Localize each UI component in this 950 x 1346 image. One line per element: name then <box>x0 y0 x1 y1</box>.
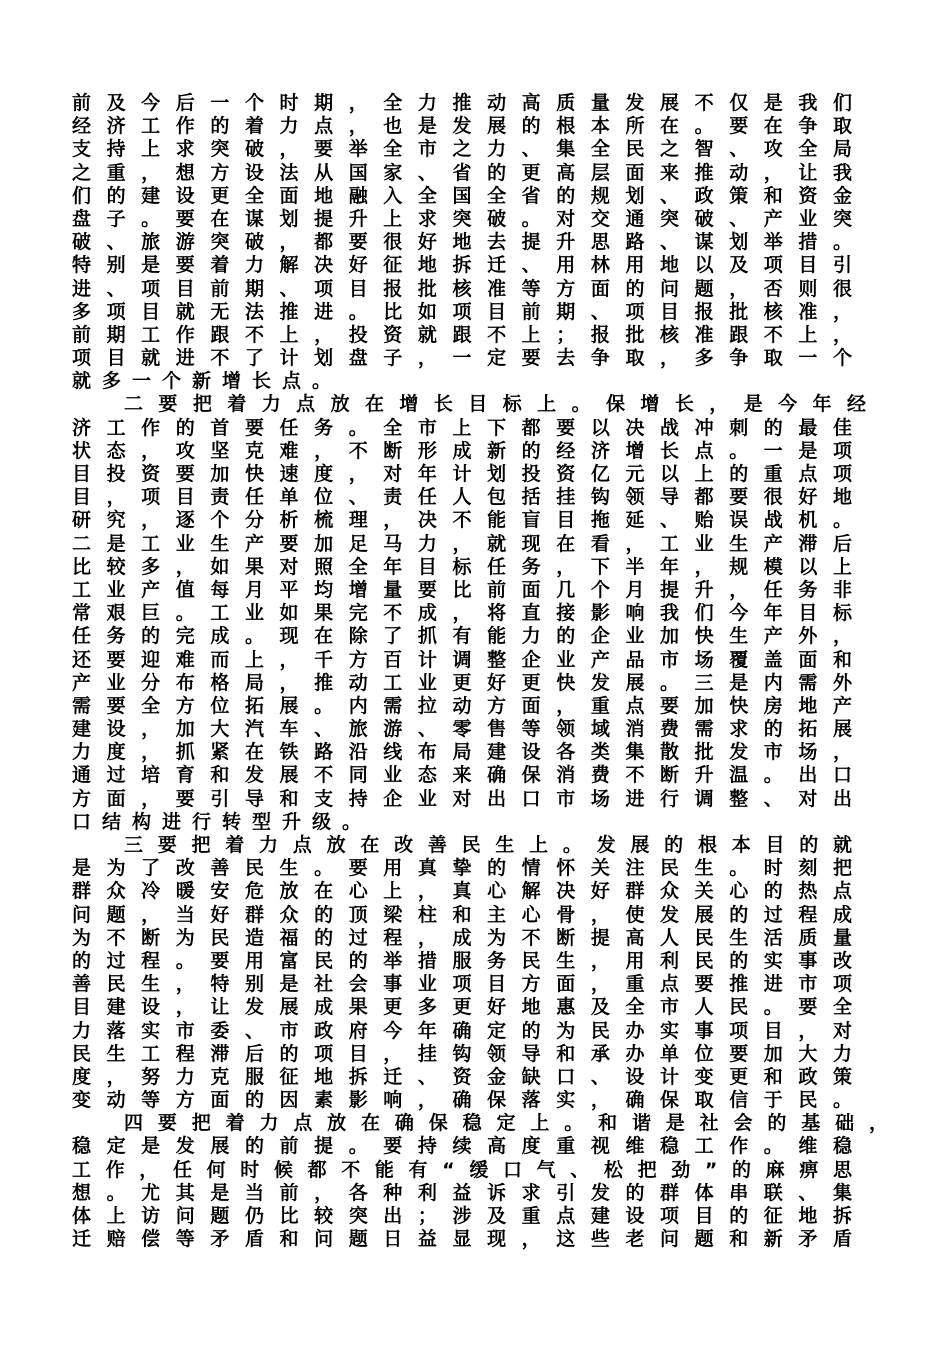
text-line: 需要全方位拓展。内需拉动方面，重点要加快房地产 <box>72 694 852 717</box>
text-line: 问题，当好群众的顶梁柱和主心骨，使发展的过程成 <box>72 903 852 926</box>
paragraph-start-line: 三要把着力点放在改善民生上。发展的根本目的就 <box>124 834 852 856</box>
text-line: 产业分布格局，推动工业更好更快发展。三是内需外 <box>72 671 852 694</box>
text-line: 为不断为民造福的过程，成为不断提高人民生活质量 <box>72 926 852 949</box>
text-line: 方面，要引导和支持企业对出口市场进行调整、对出 <box>72 787 852 810</box>
text-line: 特别是要着力解决好征地拆迁、用林用地以及项目引 <box>72 254 852 277</box>
text-line: 想。尤其是当前，各种利益诉求引发的群体串联、集 <box>72 1181 852 1204</box>
paragraph-end-line: 口结构进行转型升级。 <box>72 810 373 833</box>
text-line: 研究，逐个分析梳理，决不能盲目拖延、贻误战机。 <box>72 509 852 532</box>
text-line: 目投资要加快速度，对年计划投资亿元以上的重点项 <box>72 463 852 485</box>
text-line: 进、项目前期、项目报批核准等方面的问题，否则很 <box>72 277 852 300</box>
text-line: 盘子。要在谋划提升上求突破。对交通突破、产业突 <box>72 207 852 230</box>
text-line: 支持上求突破，要举全市之力、集全民之智、攻全局 <box>72 138 852 161</box>
text-line: 前期工作跟不上，投资就跟不上；报批核准跟不上， <box>72 323 852 346</box>
text-line: 还要迎难而上，千方百计调整企业产品市场覆盖面和 <box>72 648 852 671</box>
text-line: 常艰巨。工业如果完不成，将直接影响我们今年目标 <box>72 602 852 625</box>
text-line: 经济工作的着力点，也是发展的根本所在。要在争取 <box>72 115 852 138</box>
text-line: 度，努力克服征地拆迁、资金缺口、设计变更和政策 <box>72 1065 852 1088</box>
document-body <box>72 92 888 1251</box>
text-line: 目，项目责任单位、责任人包括挂钩领导都要很好地 <box>72 486 852 509</box>
text-line: 目建设，让发展成果更多更好地惠及全市人民。要全 <box>72 996 852 1019</box>
text-line: 济工作的首要任务。全市上下都要以决战冲刺的最佳 <box>72 416 852 439</box>
text-line: 多项目就无法推进。比如项目前期、项目报批核准， <box>72 300 852 323</box>
text-line: 民生工程滞后的项目，挂钩领导和承办单位要加大力 <box>72 1042 852 1065</box>
text-line: 工业产值每月平均增量要比前面几个月提升，任务非 <box>72 578 852 601</box>
text-line: 建设，加大汽车、旅游、零售等领域消费需求的拓展 <box>72 718 852 741</box>
text-line: 们的建设更全面地融入全国全省的规划、政策和资金 <box>72 184 852 207</box>
text-line: 二是工业生产要加足马力，就现在看，工业生产滞后 <box>72 532 852 555</box>
text-line: 稳定是发展的前提。要持续高度重视维稳工作。维稳 <box>72 1135 852 1158</box>
text-line: 力度，抓紧在铁路沿线布局建设各类集散批发市场， <box>72 741 852 764</box>
text-line: 前及今后一个时期，全力推动高质量发展不仅是我们 <box>72 92 852 114</box>
text-line: 变动等方面的因素影响，确保落实，确保取信于民。 <box>72 1089 852 1112</box>
text-line: 工作，任何时候都不能有“缓口气、松把劲”的麻痹思 <box>72 1158 852 1181</box>
text-line: 项目就进不了计划盘子，一定要去争取，多争取一个 <box>72 347 852 370</box>
text-line: 群众冷暖安危放在心上，真心解决好群众关心的热点 <box>72 880 852 903</box>
paragraph-end-line: 就多一个新增长点。 <box>72 370 343 393</box>
text-line: 的过程。要用富民的举措服务民生，用利民的实事改 <box>72 949 852 972</box>
text-line: 善民生，特别是社会事业项目方面，重点要推进市项 <box>72 973 852 996</box>
text-line: 力落实市委、市政府今年确定的为民办实事项目，对 <box>72 1019 852 1042</box>
text-line: 破、旅游突破，都要很好地去提升思路、谋划举措。 <box>72 231 852 254</box>
paragraph-start-line: 四要把着力点放在确保稳定上。和谐是社会的基础， <box>124 1112 888 1135</box>
text-line: 比较多，如果对照全年目标任务，下半年，规模以上 <box>72 555 852 578</box>
text-line: 体上访问题仍比较突出；涉及重点建设项目的征地拆 <box>72 1205 852 1227</box>
text-line: 任务的完成。现在除了抓有能力的企业加快生产外， <box>72 625 852 648</box>
text-line: 状态，攻坚克难，不断形成新的经济增长点。一是项 <box>72 439 852 462</box>
paragraph-start-line: 二要把着力点放在增长目标上。保增长，是今年经 <box>124 393 866 416</box>
text-line: 之重，想方设法从国家、省的更高层面来推动，让我 <box>72 161 852 184</box>
text-line: 迁赔偿等矛盾和问题日益显现，这些老问题和新矛盾 <box>72 1228 852 1251</box>
text-line: 通过培育和发展不同业态来确保消费不断升温。出口 <box>72 764 852 787</box>
text-line: 是为了改善民生。要用真挚的情怀关注民生。时刻把 <box>72 857 852 880</box>
